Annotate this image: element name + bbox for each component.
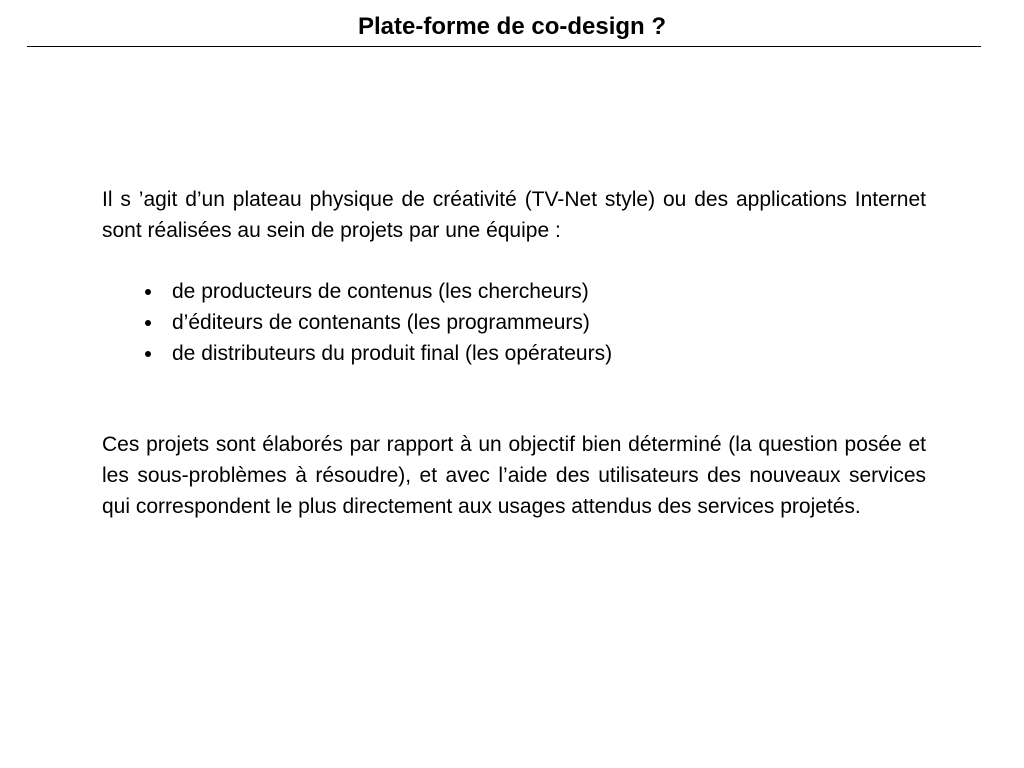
bullet-list xyxy=(142,276,926,369)
bullet-icon xyxy=(145,351,151,357)
intro-paragraph: Il s ’agit d’un plateau physique de créativité (TV-Net style) ou des applications Internet sont réalisées au sein de projets par une équipe : xyxy=(102,188,926,242)
bullet-item xyxy=(142,307,926,338)
title-divider xyxy=(27,46,981,47)
bullet-text: de distributeurs du produit final (les opérateurs) xyxy=(172,342,613,365)
bullet-item xyxy=(142,338,926,369)
bullet-text: d’éditeurs de contenants (les programmeurs) xyxy=(172,311,590,334)
closing-paragraph: Ces projets sont élaborés par rapport à un objectif bien déterminé (la question posée et les sous-problèmes à résoudre), et avec l’aide des utilisateurs des nouveaux services qui correspondent le plus directement aux usages attendus des services projetés. xyxy=(102,433,926,518)
bullet-item xyxy=(142,276,926,307)
slide-title: Plate-forme de co-design ? xyxy=(357,13,667,40)
bullet-text: de producteurs de contenus (les chercheurs) xyxy=(172,280,589,303)
bullet-icon xyxy=(145,320,151,326)
bullet-icon xyxy=(145,289,151,295)
